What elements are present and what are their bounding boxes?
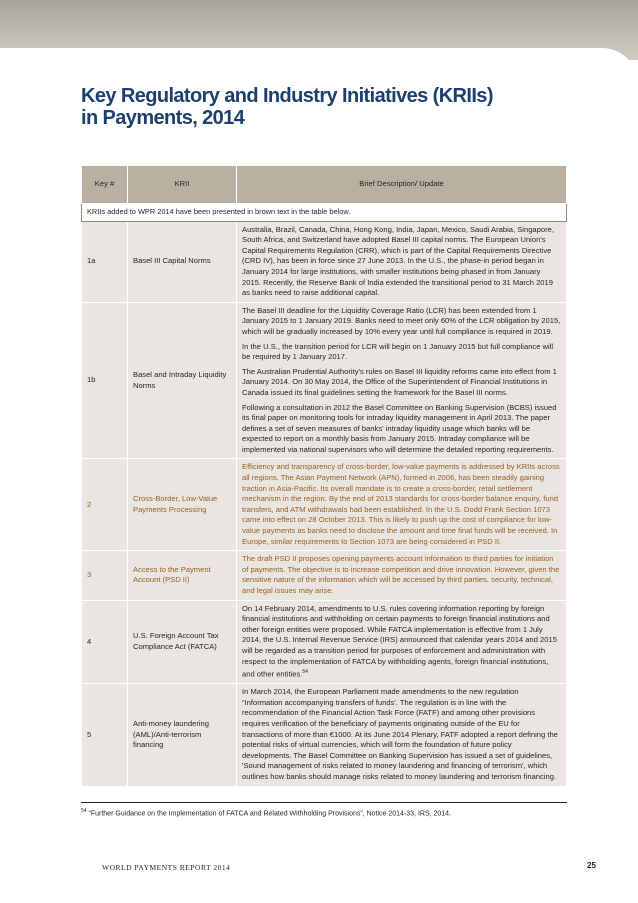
- description-paragraph: The Australian Prudential Authority's rules on Basel III liquidity reforms came into effect from 1 January 2014. On 30 May 2014, the Office of the Superintendent of Financial Institutions in Canada issued its final guidelines setting the framework for the Basel III norms.: [242, 366, 557, 397]
- row-description: [237, 302, 567, 459]
- row-krii: Basel III Capital Norms: [128, 221, 237, 302]
- table-row: [82, 221, 567, 302]
- description-paragraph: In March 2014, the European Parliament made amendments to the new regulation “Information accompanying transfers of funds'. The regulation is in line with the recommendation of the Financial Action Task Force (FATF) and among other provisions requires verification of the beneficiary of payments originating outside of the EU for transactions of more than €1000. At its June 2014 Plenary, FATF adopted a report defining the potential risks of virtual currencies, which will form the foundation of future policy developments. The Basel Committee on Banking Supervision has issued a set of guidelines, 'Sound management of risks related to money laundering and financing of terrorism', which outlines how banks should manage risks related to money laundering and terrorism financing.: [242, 687, 558, 782]
- header-description: Brief Description/ Update: [237, 166, 567, 204]
- footnote-ref[interactable]: 54: [302, 669, 308, 676]
- row-key: 2: [82, 459, 128, 551]
- page-title: [81, 85, 493, 129]
- footnote: [81, 808, 451, 817]
- footnote-number: 54: [81, 808, 87, 814]
- row-key: 4: [82, 600, 128, 684]
- table-row: [82, 684, 567, 786]
- row-krii: Basel and Intraday Liquidity Norms: [128, 302, 237, 459]
- footer-report-name: WORLD PAYMENTS REPORT 2014: [102, 863, 231, 872]
- row-description: [237, 600, 567, 684]
- header-krii: KRII: [128, 166, 237, 204]
- krii-table: [81, 165, 567, 787]
- row-krii: U.S. Foreign Account Tax Compliance Act (FATCA): [128, 600, 237, 684]
- row-krii: Access to the Payment Account (PSD II): [128, 551, 237, 600]
- table-row: [82, 302, 567, 459]
- row-key: 5: [82, 684, 128, 786]
- footnote-text: “Further Guidance on the Implementation of FATCA and Related Withholding Provisions”, Notice 2014-33, IRS, 2014.: [88, 810, 452, 818]
- row-description: [237, 459, 567, 551]
- header-key: Key #: [82, 166, 128, 204]
- description-paragraph: Following a consultation in 2012 the Basel Committee on Banking Supervision (BCBS) issued its final paper on monitoring tools for intraday liquidity management in April 2013. The paper defines a set of seven measures of banks' intraday liquidity usage which banks will be expected to report on a monthly basis from January 2015. Intraday compliance will be implemented via national supervisors who will determine the detailed reporting requirements.: [242, 402, 557, 454]
- table-row: [82, 459, 567, 551]
- row-description: [237, 551, 567, 600]
- description-paragraph: The draft PSD II proposes opening payments account information to third parties for initiation of payments. The objective is to increase competition and drive innovation. However, given the sensitive nature of the information which will be accessed by third parties, security, technical, and legal issues may arise.: [242, 554, 560, 595]
- row-description: [237, 221, 567, 302]
- table-row: [82, 600, 567, 684]
- page-number: 25: [587, 861, 596, 870]
- table-note: KRIIs added to WPR 2014 have been presented in brown text in the table below.: [82, 204, 567, 222]
- row-description: [237, 684, 567, 786]
- description-paragraph: Efficiency and transparency of cross-border, low-value payments is addressed by KRIIs across all regions. The Asian Payment Network (APN), formed in 2006, has been steadily gaining traction in Asia-Pacific. Its overall mandate is to create a cross-border, retail settlement mechanism in the region. By the end of 2013 standards for cross-border balance enquiry, fund transfers, and ATM withdrawals had been established. In the U.S. Dodd Frank Section 1073 came into effect on 28 October 2013. This is likely to push up the cost of compliance for low-value payments as banks need to disclose the amount and time final funds will be received. In Europe, similar requirements to Section 1073 are being considered in PSD II.: [242, 462, 560, 546]
- page-title-line-1: Key Regulatory and Industry Initiatives (KRIIs): [81, 85, 493, 107]
- footnote-divider: [81, 802, 567, 803]
- description-paragraph: In the U.S., the transition period for LCR will begin on 1 January 2015 but full compliance will be required by 1 January 2017.: [242, 341, 554, 362]
- table-header-row: [82, 166, 567, 204]
- row-key: 1b: [82, 302, 128, 459]
- row-key: 3: [82, 551, 128, 600]
- description-paragraph: Australia, Brazil, Canada, China, Hong Kong, India, Japan, Mexico, Saudi Arabia, Singapore, South Africa, and Switzerland have adopted Basel III capital norms. The European Union's Capital Requirements Regulation (CRR), which is part of the Capital Requirements Directive (CRD IV), has been in force since 27 June 2013. In the U.S., the phase-in period began in January 2014 for large institutions, with smaller institutions being phased in from January 2015. Recently, the Reserve Bank of India extended the transitional period to 31 March 2019 as banks need to raise additional capital.: [242, 224, 554, 298]
- description-paragraph: [242, 604, 561, 681]
- description-paragraph: The Basel III deadline for the Liquidity Coverage Ratio (LCR) has been extended from 1 January 2015 to 1 January 2019. Banks need to meet only 60% of the LCR obligation by 2015, which will be gradually increased by 10% every year until full compliance is required in 2019.: [242, 305, 561, 336]
- description-text: On 14 February 2014, amendments to U.S. rules covering information reporting by foreign financial institutions and withholding on certain payments to foreign financial institutions and other foreign entities were proposed. While FATCA implementation is effective from 1 July 2014, the U.S. Internal Revenue Service (IRS) announced that calendar years 2014 and 2015 will be regarded as a transition period for purposes of enforcement and administration with respect to the implementation of FATCA by withholding agents, foreign financial institutions, and other entities.: [242, 603, 557, 679]
- row-krii: Cross-Border, Low-Value Payments Processing: [128, 459, 237, 551]
- row-krii: Anti-money laundering (AML)/Anti-terrorism financing: [128, 684, 237, 786]
- page-title-line-2: in Payments, 2014: [81, 107, 245, 129]
- row-key: 1a: [82, 221, 128, 302]
- table-row: [82, 551, 567, 600]
- table-note-row: [82, 204, 567, 222]
